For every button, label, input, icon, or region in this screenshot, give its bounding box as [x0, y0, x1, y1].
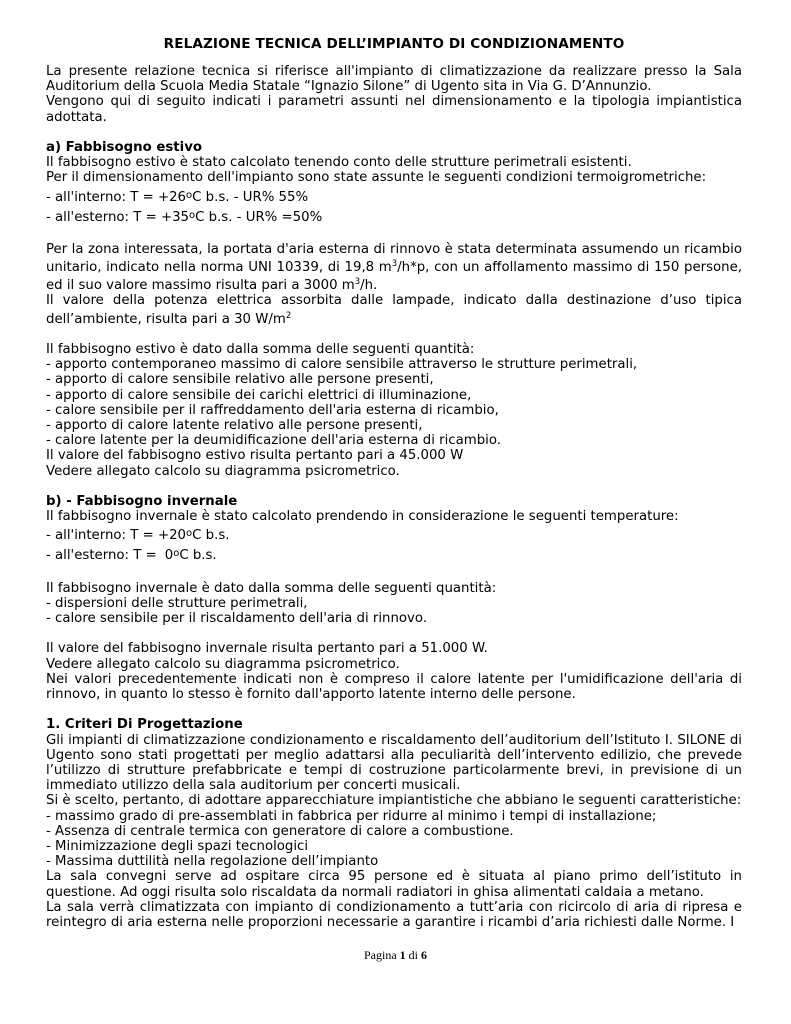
list-item: - calore sensibile per il riscaldamento dell'aria di rinnovo.: [46, 611, 428, 627]
list-item: - dispersioni delle strutture perimetrali,: [46, 595, 308, 611]
winter-sum-block: [46, 581, 742, 627]
criteria-paragraph-2: Si è scelto, pertanto, di adottare apparecchiature impiantistiche che abbiano le seguenti caratteristiche:: [46, 793, 742, 809]
list-item: - massimo grado di pre-assemblati in fabbrica per ridurre al minimo i tempi di installazione;: [46, 808, 657, 824]
summer-line-2: Per il dimensionamento dell'impianto sono state assunte le seguenti condizioni termoigrometriche:: [46, 170, 707, 186]
list-item: - calore latente per la deumidificazione dell'aria esterna di ricambio.: [46, 433, 501, 449]
degree-symbol: o: [186, 528, 193, 540]
summer-internal-condition: - all'interno: $T = +26^oC$ b.s. - UR% 55%: [46, 189, 309, 205]
page-footer: [0, 948, 791, 963]
winter-sum-intro: Il fabbisogno invernale è dato dalla somma delle seguenti quantità:: [46, 580, 497, 596]
winter-external-condition: - all'esterno: $T = 0^oC$ b.s.: [46, 548, 217, 564]
footer-page-label: Pagina: [363, 948, 397, 962]
summer-sum-block: [46, 342, 742, 479]
intro-section: [46, 64, 742, 125]
winter-items-list: [46, 596, 742, 626]
footer-of-label: di: [408, 948, 418, 962]
criteria-heading: 1. Criteri Di Progettazione: [46, 717, 243, 733]
list-item: - apporto di calore sensibile relativo alle persone presenti,: [46, 372, 434, 388]
criteria-paragraph-1: Gli impianti di climatizzazione condizionamento e riscaldamento dell’auditorium dell’Istituto I. SILONE di Ugento sono stati progettati per meglio adattarsi alla peculiarità dell’intervento edilizio, che prevede l’utilizzo di strutture prefabbricate e tempi di costruzione particolarmente brevi, in previsione di un immediato utilizzo della sala auditorium per concerti musicali.: [46, 732, 742, 794]
summer-section: [46, 140, 742, 479]
winter-section: [46, 494, 742, 702]
criteria-paragraph-3: La sala convegni serve ad ospitare circa 95 persone ed è situata al piano primo dell’istituto in questione. Ad oggi risulta solo riscaldata da normali radiatori in ghisa alimentati caldaia a metano.: [46, 869, 742, 900]
winter-result: Il valore del fabbisogno invernale risulta pertanto pari a 51.000 W.: [46, 641, 488, 657]
summer-see-attachment: Vedere allegato calcolo su diagramma psicrometrico.: [46, 463, 400, 479]
intro-paragraph-2: Vengono qui di seguito indicati i parametri assunti nel dimensionamento e la tipologia impiantistica adottata.: [46, 94, 742, 125]
criteria-paragraph-4: La sala verrà climatizzata con impianto di condizionamento a tutt’aria con ricircolo di aria di ripresa e reintegro di aria esterna nelle proporzioni necessarie a garantire i ricambi d’aria richiesti dalle Norme. I: [46, 899, 742, 931]
degree-symbol: o: [186, 189, 193, 201]
criteria-section: [46, 717, 742, 930]
winter-line-1: Il fabbisogno invernale è stato calcolato prendendo in considerazione le seguenti temperature:: [46, 509, 679, 525]
criteria-items-list: [46, 809, 742, 870]
footer-page-number: 1: [399, 948, 406, 962]
winter-see-attachment: Vedere allegato calcolo su diagramma psicrometrico.: [46, 656, 400, 672]
summer-external-condition: - all'esterno: $T = +35^oC$ b.s. - UR% =50%: [46, 209, 323, 225]
air-renewal-paragraph: Per la zona interessata, la portata d'aria esterna di rinnovo è stata determinata assumendo un ricambio unitario, indicato nella norma UNI 10339, di 19,8 $m^3/h*p$, con un affollamento massimo di 150 persone, ed il suo valore massimo risulta pari a 3000 $m^3/h$.: [46, 241, 742, 294]
summer-sum-intro: Il fabbisogno estivo è dato dalla somma delle seguenti quantità:: [46, 342, 475, 357]
lamp-power-paragraph: Il valore della potenza elettrica assorbita dalle lampade, indicato dalla destinazione d’uso tipica dell’ambiente, risulta pari a 30 $W/m^2$: [46, 293, 742, 327]
list-item: - apporto di calore sensibile dei carichi elettrici di illuminazione,: [46, 387, 472, 403]
winter-internal-condition: - all'interno: $T = +20^oC$ b.s.: [46, 528, 230, 544]
degree-symbol: o: [189, 209, 196, 221]
list-item: - apporto di calore latente relativo alle persone presenti,: [46, 418, 423, 434]
intro-paragraph: La presente relazione tecnica si riferisce all'impianto di climatizzazione da realizzare presso la Sala Auditorium della Scuola Media Statale “Ignazio Silone” di Ugento sita in Via G. D’Annunzio.: [46, 64, 742, 95]
winter-heading: b) - Fabbisogno invernale: [46, 494, 238, 510]
list-item: - apporto contemporaneo massimo di calore sensibile attraverso le strutture perimetrali,: [46, 357, 638, 373]
summer-items-list: [46, 357, 742, 448]
summer-line-1: Il fabbisogno estivo è stato calcolato tenendo conto delle strutture perimetrali esistenti.: [46, 155, 632, 171]
summer-result: Il valore del fabbisogno estivo risulta pertanto pari a 45.000 W: [46, 448, 464, 464]
degree-symbol: o: [173, 548, 180, 560]
list-item: - Massima duttilità nella regolazione dell’impianto: [46, 854, 379, 870]
list-item: - calore sensibile per il raffreddamento dell'aria esterna di ricambio,: [46, 402, 499, 418]
winter-result-block: [46, 641, 742, 702]
footer-page-total: 6: [421, 948, 427, 962]
summer-heading: a) Fabbisogno estivo: [46, 140, 202, 155]
document-title: RELAZIONE TECNICA DELL’IMPIANTO DI CONDIZIONAMENTO: [163, 36, 625, 52]
list-item: - Minimizzazione degli spazi tecnologici: [46, 839, 309, 855]
list-item: - Assenza di centrale termica con generatore di calore a combustione.: [46, 823, 514, 839]
winter-note: Nei valori precedentemente indicati non è compreso il calore latente per l'umidificazione dell'aria di rinnovo, in quanto lo stesso è fornito dall'apporto latente interno delle persone.: [46, 671, 742, 703]
document-body: [46, 33, 742, 930]
